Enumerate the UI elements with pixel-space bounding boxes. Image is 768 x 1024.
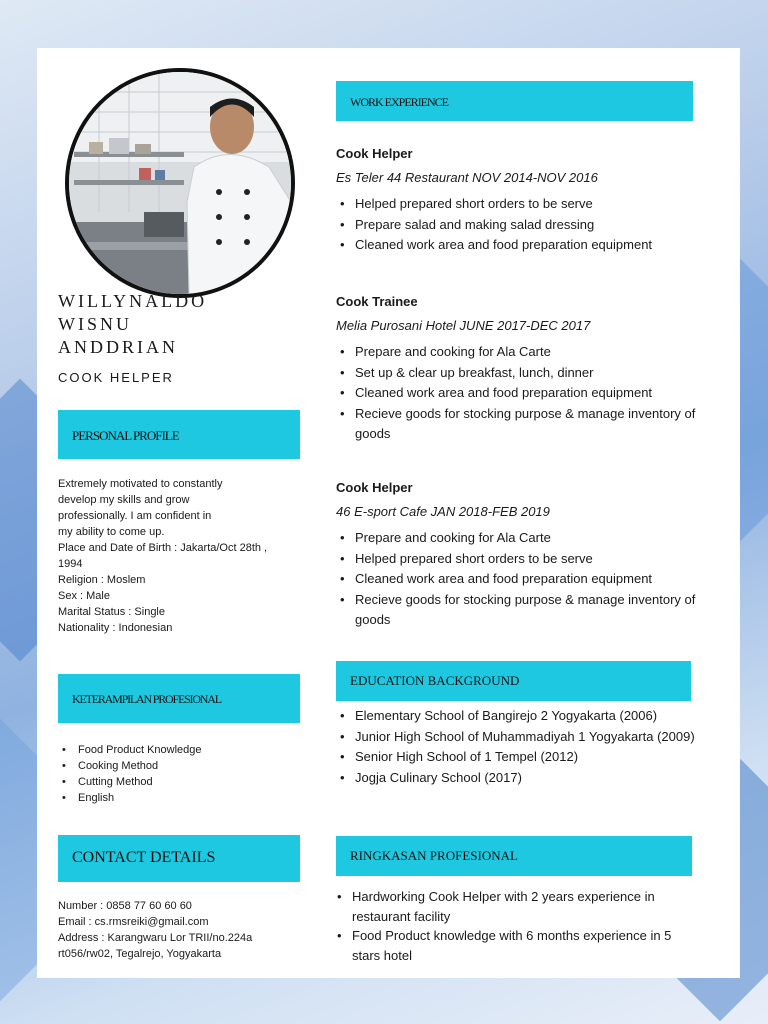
summary-header <box>336 836 692 876</box>
list-item: • Food Product knowledge with 6 months experience in 5 stars hotel <box>333 926 693 965</box>
section-title: KETERAMPILAN PROFESIONAL <box>72 692 221 706</box>
list-item: • Cleaned work area and food preparation equipment <box>336 383 696 404</box>
contact-header <box>58 835 300 882</box>
list-item: • Recieve goods for stocking purpose & manage inventory of goods <box>336 590 696 631</box>
profile-line: Nationality : Indonesian <box>58 622 173 634</box>
list-item: • Prepare salad and making salad dressing <box>336 215 696 236</box>
job-title: Cook Helper <box>336 146 413 161</box>
section-title: RINGKASAN PROFESIONAL <box>350 848 518 863</box>
list-item: • Prepare and cooking for Ala Carte <box>336 342 696 363</box>
work-experience-header <box>336 81 693 121</box>
list-item: • Helped prepared short orders to be serve <box>336 549 696 570</box>
list-item: • Helped prepared short orders to be serve <box>336 194 696 215</box>
name-line: ANDDRIAN <box>58 337 178 357</box>
section-title: EDUCATION BACKGROUND <box>350 673 520 688</box>
profile-line: my ability to come up. <box>58 526 165 538</box>
skills-header <box>58 674 300 723</box>
chef-photo-illustration <box>69 72 291 294</box>
contact-line: Number : 0858 77 60 60 60 <box>58 900 192 912</box>
list-item: • Junior High School of Muhammadiyah 1 Yogyakarta (2009) <box>336 727 696 748</box>
profile-photo <box>65 68 295 298</box>
job-role: COOK HELPER <box>58 370 174 385</box>
job-title: Cook Helper <box>336 480 413 495</box>
contact-line: rt056/rw02, Tegalrejo, Yogyakarta <box>58 948 222 960</box>
list-item: • Food Product Knowledge <box>58 742 202 758</box>
list-item: • English <box>58 790 202 806</box>
duty-list <box>336 528 696 631</box>
job-title: Cook Trainee <box>336 294 418 309</box>
education-header <box>336 661 691 701</box>
summary-list <box>333 887 693 965</box>
contact-details <box>58 898 252 962</box>
education-list <box>336 706 696 788</box>
profile-line: Place and Date of Birth : Jakarta/Oct 28th , <box>58 542 268 554</box>
list-item: • Hardworking Cook Helper with 2 years experience in restaurant facility <box>333 887 693 926</box>
summary-section <box>333 887 693 965</box>
job-place: Es Teler 44 Restaurant NOV 2014-NOV 2016 <box>336 170 598 185</box>
profile-line: develop my skills and grow <box>58 494 190 506</box>
skills-list <box>58 742 202 806</box>
profile-text <box>58 476 267 636</box>
profile-line: Sex : Male <box>58 590 110 602</box>
profile-line: Religion : Moslem <box>58 574 146 586</box>
education-section <box>336 706 696 788</box>
list-item: • Cooking Method <box>58 758 202 774</box>
job-place: 46 E-sport Cafe JAN 2018-FEB 2019 <box>336 504 550 519</box>
list-item: • Set up & clear up breakfast, lunch, dinner <box>336 363 696 384</box>
duty-list <box>336 342 696 445</box>
list-item: • Jogja Culinary School (2017) <box>336 768 696 789</box>
profile-line: Extremely motivated to constantly <box>58 478 223 490</box>
name-line: WILLYNALDO <box>58 291 208 311</box>
list-item: • Prepare and cooking for Ala Carte <box>336 528 696 549</box>
list-item: • Cutting Method <box>58 774 202 790</box>
personal-profile-header <box>58 410 300 459</box>
section-title: WORK EXPERIENCE <box>350 95 448 109</box>
contact-line: Email : cs.rmsreiki@gmail.com <box>58 916 209 928</box>
profile-line: 1994 <box>58 558 83 570</box>
profile-line: Marital Status : Single <box>58 606 165 618</box>
list-item: • Senior High School of 1 Tempel (2012) <box>336 747 696 768</box>
name-line: WISNU <box>58 314 132 334</box>
job-place: Melia Purosani Hotel JUNE 2017-DEC 2017 <box>336 318 591 333</box>
job-entry <box>336 294 696 445</box>
list-item: • Cleaned work area and food preparation equipment <box>336 569 696 590</box>
contact-line: Address : Karangwaru Lor TRII/no.224a <box>58 932 253 944</box>
duty-list <box>336 194 696 256</box>
job-entry <box>336 146 696 256</box>
candidate-name <box>58 290 288 359</box>
section-title: PERSONAL PROFILE <box>72 428 179 443</box>
list-item: • Cleaned work area and food preparation equipment <box>336 235 696 256</box>
list-item: • Recieve goods for stocking purpose & manage inventory of goods <box>336 404 696 445</box>
job-entry <box>336 480 696 631</box>
list-item: • Elementary School of Bangirejo 2 Yogyakarta (2006) <box>336 706 696 727</box>
profile-line: professionally. I am confident in <box>58 510 212 522</box>
section-title: CONTACT DETAILS <box>72 849 216 866</box>
